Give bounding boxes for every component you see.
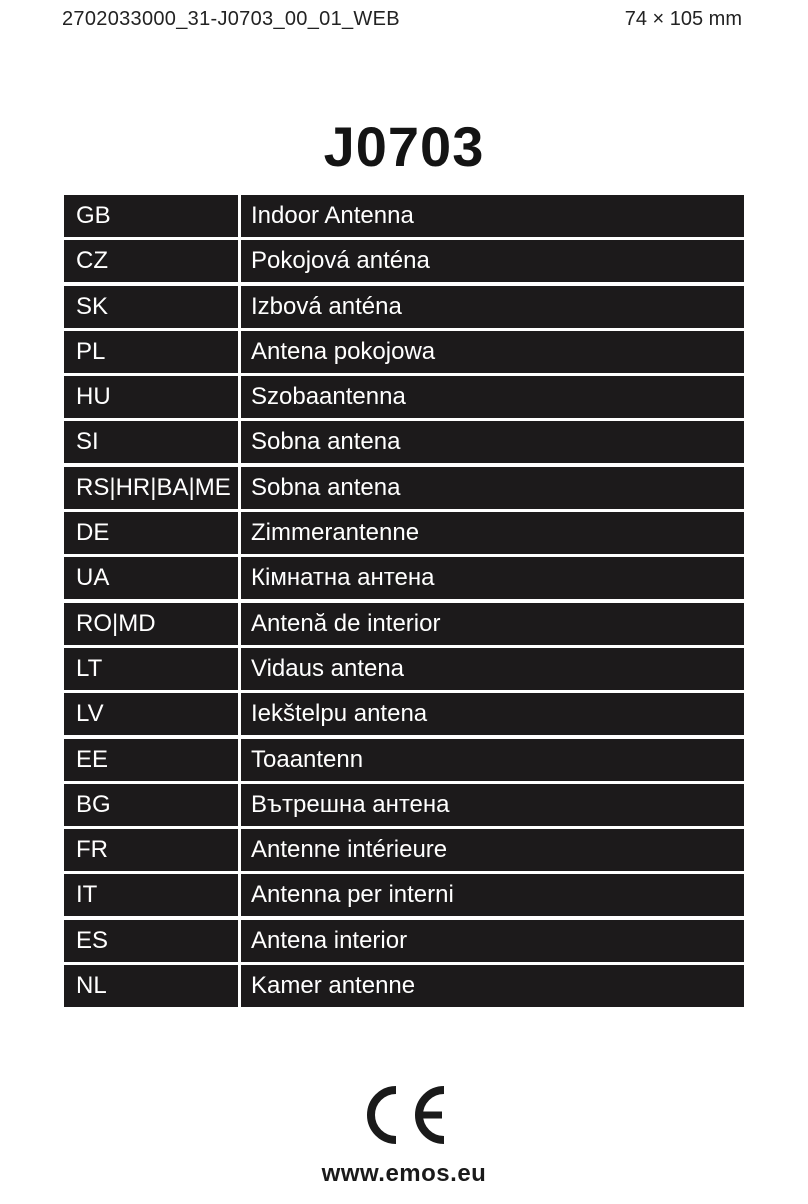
table-row (64, 965, 744, 1007)
table-row (64, 195, 744, 237)
language-code: CZ (64, 240, 238, 282)
table-row (64, 331, 744, 373)
product-name-translation: Кімнатна антена (241, 557, 744, 599)
language-code: GB (64, 195, 238, 237)
website-url: www.emos.eu (321, 1160, 487, 1187)
product-name-translation: Izbová anténa (241, 286, 744, 328)
product-name-translation: Toaantenn (241, 739, 744, 781)
product-name-translation: Iekštelpu antena (241, 693, 744, 735)
table-row (64, 512, 744, 554)
product-name-translation: Antenna per interni (241, 874, 744, 916)
product-name-translation: Antenă de interior (241, 603, 744, 645)
product-name-translation: Sobna antena (241, 421, 744, 463)
product-name-translation: Sobna antena (241, 467, 744, 509)
product-name-translation: Szobaantenna (241, 376, 744, 418)
table-row (64, 557, 744, 599)
language-code: EE (64, 739, 238, 781)
table-row (64, 829, 744, 871)
language-code: DE (64, 512, 238, 554)
table-row (64, 603, 744, 645)
table-row (64, 421, 744, 463)
language-code: SI (64, 421, 238, 463)
document-code: 2702033000_31-J0703_00_01_WEB (62, 8, 400, 30)
product-name-translation: Вътрешна антена (241, 784, 744, 826)
table-row (64, 286, 744, 328)
language-table (64, 195, 744, 1010)
product-name-translation: Pokojová anténa (241, 240, 744, 282)
ce-mark-icon (0, 1082, 808, 1148)
table-row (64, 693, 744, 735)
language-code: ES (64, 920, 238, 962)
language-code: FR (64, 829, 238, 871)
language-code: RS|HR|BA|ME (64, 467, 238, 509)
language-code: NL (64, 965, 238, 1007)
language-code: PL (64, 331, 238, 373)
table-row (64, 874, 744, 916)
product-name-translation: Zimmerantenne (241, 512, 744, 554)
table-row (64, 648, 744, 690)
table-row (64, 376, 744, 418)
product-name-translation: Antena interior (241, 920, 744, 962)
product-name-translation: Vidaus antena (241, 648, 744, 690)
table-row (64, 240, 744, 282)
table-row (64, 739, 744, 781)
product-name-translation: Kamer antenne (241, 965, 744, 1007)
language-code: UA (64, 557, 238, 599)
model-title: J0703 (323, 115, 485, 178)
language-code: LV (64, 693, 238, 735)
table-row (64, 467, 744, 509)
language-code: IT (64, 874, 238, 916)
product-name-translation: Indoor Antenna (241, 195, 744, 237)
document-size: 74 × 105 mm (624, 8, 742, 30)
language-code: HU (64, 376, 238, 418)
language-code: RO|MD (64, 603, 238, 645)
language-code: BG (64, 784, 238, 826)
product-name-translation: Antenne intérieure (241, 829, 744, 871)
table-row (64, 920, 744, 962)
table-row (64, 784, 744, 826)
product-name-translation: Antena pokojowa (241, 331, 744, 373)
language-code: SK (64, 286, 238, 328)
language-code: LT (64, 648, 238, 690)
